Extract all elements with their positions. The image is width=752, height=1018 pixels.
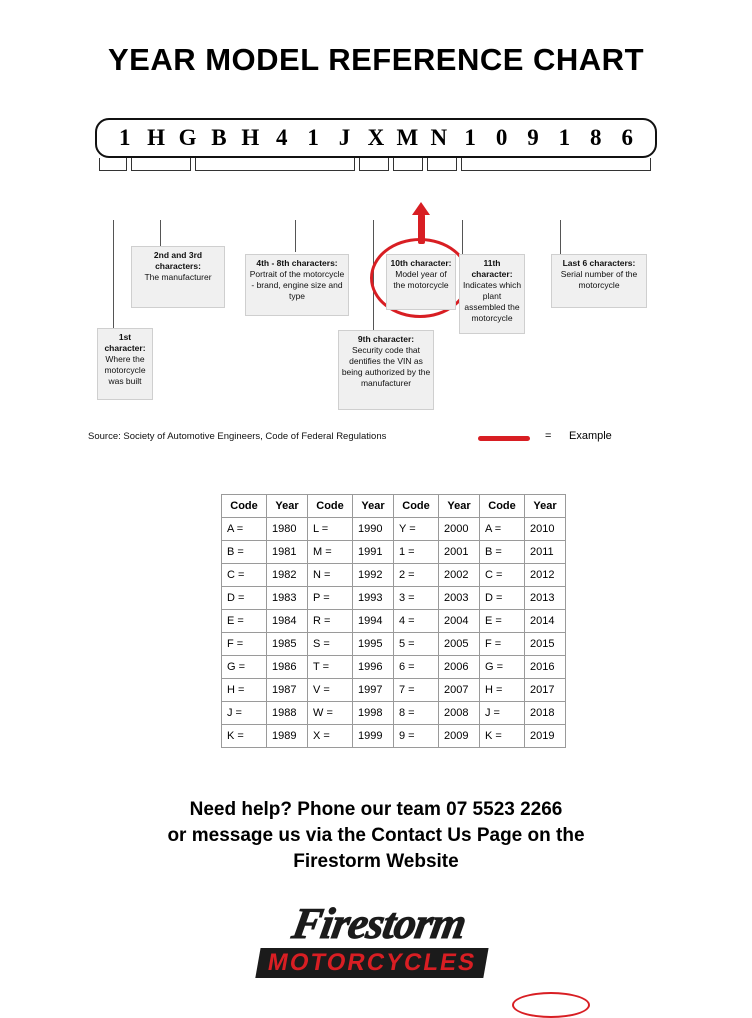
table-header-row bbox=[222, 495, 566, 518]
table-cell-year: 1996 bbox=[353, 656, 394, 679]
table-row bbox=[222, 656, 566, 679]
table-row bbox=[222, 541, 566, 564]
legend-equals: = bbox=[545, 430, 552, 442]
highlight-arrow-head bbox=[412, 202, 430, 215]
table-cell-code: P = bbox=[308, 587, 353, 610]
help-line-1: Need help? Phone our team 07 5523 2266 bbox=[189, 799, 563, 820]
table-cell-code: 2 = bbox=[394, 564, 439, 587]
tick-ninth bbox=[359, 158, 389, 171]
leader-second-third bbox=[160, 220, 161, 246]
leader-fourth-eighth bbox=[295, 220, 296, 252]
vin-character: 9 bbox=[527, 125, 539, 150]
table-cell-code: K = bbox=[222, 725, 267, 748]
table-cell-year: 2013 bbox=[525, 587, 566, 610]
table-cell-year: 1987 bbox=[267, 679, 308, 702]
firestorm-logo bbox=[0, 899, 752, 978]
vin-character: X bbox=[367, 125, 385, 150]
table-cell-year: 2017 bbox=[525, 679, 566, 702]
table-cell-year: 1995 bbox=[353, 633, 394, 656]
vin-character: 1 bbox=[464, 125, 476, 150]
year-code-table bbox=[221, 494, 566, 748]
table-cell-year: 2005 bbox=[439, 633, 480, 656]
table-cell-year: 1986 bbox=[267, 656, 308, 679]
callout-body: Model year of the motorcycle bbox=[393, 269, 449, 290]
vin-character: J bbox=[338, 125, 351, 150]
table-cell-year: 2009 bbox=[439, 725, 480, 748]
leader-last-six bbox=[560, 220, 561, 254]
vin-character: 6 bbox=[621, 125, 633, 150]
table-cell-year: 1992 bbox=[353, 564, 394, 587]
vin-character: 1 bbox=[118, 125, 131, 150]
table-cell-code: L = bbox=[308, 518, 353, 541]
table-cell-code: N = bbox=[308, 564, 353, 587]
table-cell-code: 9 = bbox=[394, 725, 439, 748]
vin-box bbox=[95, 118, 657, 158]
table-cell-year: 2007 bbox=[439, 679, 480, 702]
table-cell-year: 2003 bbox=[439, 587, 480, 610]
table-cell-code: G = bbox=[480, 656, 525, 679]
table-cell-code: H = bbox=[480, 679, 525, 702]
table-row bbox=[222, 518, 566, 541]
callout-heading: 10th character: bbox=[390, 258, 452, 268]
callout-first-character bbox=[97, 328, 153, 400]
table-cell-code: T = bbox=[308, 656, 353, 679]
callout-tenth-character bbox=[386, 254, 456, 310]
callout-heading: 11th character: bbox=[471, 258, 513, 279]
highlight-ellipse-m-1991 bbox=[512, 992, 590, 1018]
table-cell-code: E = bbox=[222, 610, 267, 633]
callout-body: Serial number of the motorcycle bbox=[560, 269, 638, 290]
table-row bbox=[222, 564, 566, 587]
source-note: Source: Society of Automotive Engineers, Code of Federal Regulations bbox=[88, 431, 387, 442]
table-cell-code: H = bbox=[222, 679, 267, 702]
table-header-cell: Code bbox=[308, 495, 353, 518]
table-cell-code: M = bbox=[308, 541, 353, 564]
table-cell-year: 2004 bbox=[439, 610, 480, 633]
callout-heading: 9th character: bbox=[357, 334, 415, 344]
table-cell-code: A = bbox=[222, 518, 267, 541]
callout-body: Security code that dentifies the VIN as being authorized by the manufacturer bbox=[341, 345, 431, 388]
table-row bbox=[222, 633, 566, 656]
callout-heading: 1st character: bbox=[104, 332, 146, 353]
table-cell-year: 1981 bbox=[267, 541, 308, 564]
table-cell-code: G = bbox=[222, 656, 267, 679]
table-cell-year: 2015 bbox=[525, 633, 566, 656]
callout-last-six-characters bbox=[551, 254, 647, 308]
vin-character: 1 bbox=[307, 125, 319, 150]
table-cell-year: 1984 bbox=[267, 610, 308, 633]
table-cell-code: V = bbox=[308, 679, 353, 702]
table-cell-code: 4 = bbox=[394, 610, 439, 633]
table-header-cell: Year bbox=[439, 495, 480, 518]
table-cell-year: 1983 bbox=[267, 587, 308, 610]
callout-ninth-character bbox=[338, 330, 434, 410]
table-cell-code: C = bbox=[222, 564, 267, 587]
vin-character: 4 bbox=[275, 125, 288, 150]
table-cell-code: D = bbox=[480, 587, 525, 610]
help-line-3: Firestorm Website bbox=[293, 851, 459, 872]
table-cell-code: F = bbox=[222, 633, 267, 656]
table-cell-year: 2000 bbox=[439, 518, 480, 541]
table-row bbox=[222, 725, 566, 748]
table-header-cell: Code bbox=[394, 495, 439, 518]
table-cell-code: K = bbox=[480, 725, 525, 748]
table-cell-year: 2018 bbox=[525, 702, 566, 725]
table-row bbox=[222, 679, 566, 702]
table-cell-year: 1990 bbox=[353, 518, 394, 541]
table-cell-code: F = bbox=[480, 633, 525, 656]
vin-character: 0 bbox=[495, 125, 508, 150]
table-cell-year: 1991 bbox=[353, 541, 394, 564]
vin-bracket-ticks bbox=[95, 158, 657, 184]
callout-body: Indicates which plant assembled the motorcycle bbox=[462, 280, 522, 323]
table-cell-code: 3 = bbox=[394, 587, 439, 610]
table-row bbox=[222, 610, 566, 633]
table-cell-year: 1994 bbox=[353, 610, 394, 633]
tick-last-six bbox=[461, 158, 651, 171]
callout-heading: 4th - 8th characters: bbox=[256, 258, 338, 268]
callout-heading: 2nd and 3rd characters: bbox=[153, 250, 203, 271]
table-cell-year: 2011 bbox=[525, 541, 566, 564]
legend-example-swatch bbox=[478, 436, 530, 441]
table-cell-year: 1982 bbox=[267, 564, 308, 587]
table-cell-code: B = bbox=[480, 541, 525, 564]
page-title: YEAR MODEL REFERENCE CHART bbox=[107, 42, 645, 77]
vin-character: B bbox=[211, 125, 227, 150]
table-cell-year: 1989 bbox=[267, 725, 308, 748]
table-cell-year: 2002 bbox=[439, 564, 480, 587]
table-cell-year: 2001 bbox=[439, 541, 480, 564]
table-cell-code: Y = bbox=[394, 518, 439, 541]
table-cell-code: R = bbox=[308, 610, 353, 633]
callout-fourth-eighth-characters bbox=[245, 254, 349, 316]
tick-second-third bbox=[131, 158, 191, 171]
callout-second-third-characters bbox=[131, 246, 225, 308]
table-cell-code: 6 = bbox=[394, 656, 439, 679]
logo-subtitle: MOTORCYCLES bbox=[255, 948, 489, 978]
leader-first-character bbox=[113, 220, 114, 328]
table-row bbox=[222, 587, 566, 610]
table-cell-year: 1998 bbox=[353, 702, 394, 725]
logo-wordmark: Firestorm bbox=[288, 899, 470, 948]
table-cell-year: 2006 bbox=[439, 656, 480, 679]
tick-fourth-eighth bbox=[195, 158, 355, 171]
callout-heading: Last 6 characters: bbox=[562, 258, 636, 268]
table-cell-code: X = bbox=[308, 725, 353, 748]
callout-body: The manufacturer bbox=[144, 272, 212, 282]
legend-example-label: Example bbox=[569, 430, 612, 442]
table-cell-code: 1 = bbox=[394, 541, 439, 564]
vin-diagram bbox=[95, 118, 657, 158]
table-cell-year: 1997 bbox=[353, 679, 394, 702]
table-cell-code: E = bbox=[480, 610, 525, 633]
table-header-cell: Code bbox=[222, 495, 267, 518]
tick-first-character bbox=[99, 158, 127, 171]
vin-character: 1 bbox=[558, 125, 571, 150]
tick-eleventh bbox=[427, 158, 457, 171]
vin-character-highlighted: M bbox=[396, 125, 419, 150]
vin-character: H bbox=[147, 125, 166, 150]
vin-character: 8 bbox=[590, 125, 602, 150]
table-cell-year: 1993 bbox=[353, 587, 394, 610]
callout-eleventh-character bbox=[459, 254, 525, 334]
highlight-arrow-stem bbox=[418, 214, 425, 244]
table-header-cell: Year bbox=[525, 495, 566, 518]
table-cell-year: 2014 bbox=[525, 610, 566, 633]
table-row bbox=[222, 702, 566, 725]
table-cell-year: 2016 bbox=[525, 656, 566, 679]
table-cell-code: 7 = bbox=[394, 679, 439, 702]
table-cell-code: 5 = bbox=[394, 633, 439, 656]
table-cell-code: W = bbox=[308, 702, 353, 725]
help-line-2: or message us via the Contact Us Page on the bbox=[167, 825, 585, 846]
table-cell-code: D = bbox=[222, 587, 267, 610]
table-cell-code: S = bbox=[308, 633, 353, 656]
table-cell-year: 1988 bbox=[267, 702, 308, 725]
table-header-cell: Year bbox=[353, 495, 394, 518]
table-cell-year: 1985 bbox=[267, 633, 308, 656]
vin-character: H bbox=[241, 125, 260, 150]
table-cell-code: J = bbox=[480, 702, 525, 725]
callout-body: Portrait of the motorcycle - brand, engine size and type bbox=[249, 269, 345, 301]
table-header-cell: Code bbox=[480, 495, 525, 518]
table-cell-code: B = bbox=[222, 541, 267, 564]
leader-eleventh bbox=[462, 220, 463, 254]
table-cell-code: 8 = bbox=[394, 702, 439, 725]
help-text bbox=[0, 797, 752, 875]
table-cell-code: A = bbox=[480, 518, 525, 541]
table-cell-year: 2008 bbox=[439, 702, 480, 725]
tick-tenth bbox=[393, 158, 423, 171]
table-cell-year: 1999 bbox=[353, 725, 394, 748]
table-cell-year: 1980 bbox=[267, 518, 308, 541]
table-cell-year: 2012 bbox=[525, 564, 566, 587]
vin-character: G bbox=[178, 125, 197, 150]
table-header-cell: Year bbox=[267, 495, 308, 518]
table-cell-year: 2019 bbox=[525, 725, 566, 748]
table-cell-year: 2010 bbox=[525, 518, 566, 541]
vin-character: N bbox=[430, 125, 448, 150]
callout-body: Where the motorcycle was built bbox=[104, 354, 146, 386]
table-cell-code: J = bbox=[222, 702, 267, 725]
table-cell-code: C = bbox=[480, 564, 525, 587]
